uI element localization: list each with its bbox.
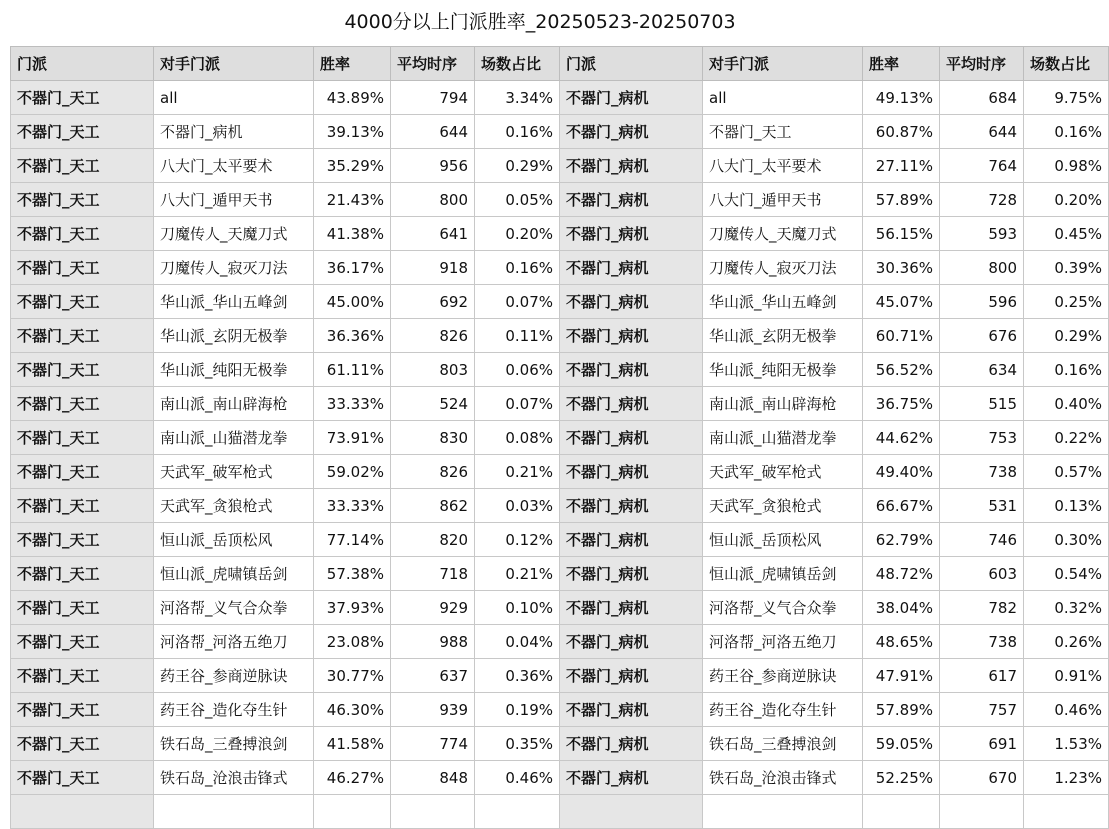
cell-avg-time[interactable]: 718: [391, 557, 475, 591]
cell-avg-time[interactable]: 800: [940, 251, 1024, 285]
cell-win-rate[interactable]: 33.33%: [314, 489, 391, 523]
cell-opponent[interactable]: 河洛帮_义气合众拳: [703, 591, 863, 625]
cell-avg-time[interactable]: 524: [391, 387, 475, 421]
cell-opponent[interactable]: 刀魔传人_寂灭刀法: [154, 251, 314, 285]
cell-opponent[interactable]: 铁石岛_三叠搏浪剑: [154, 727, 314, 761]
cell-sect[interactable]: 不器门_天工: [11, 523, 154, 557]
cell-sect[interactable]: 不器门_病机: [560, 81, 703, 115]
header-opponent[interactable]: 对手门派: [154, 47, 314, 81]
cell-opponent[interactable]: 刀魔传人_天魔刀式: [703, 217, 863, 251]
cell-opponent[interactable]: [154, 795, 314, 829]
cell-opponent[interactable]: 药王谷_参商逆脉诀: [154, 659, 314, 693]
cell-sect[interactable]: 不器门_病机: [560, 761, 703, 795]
cell-win-rate[interactable]: 57.38%: [314, 557, 391, 591]
cell-opponent[interactable]: 河洛帮_河洛五绝刀: [154, 625, 314, 659]
cell-avg-time[interactable]: 820: [391, 523, 475, 557]
cell-avg-time[interactable]: 918: [391, 251, 475, 285]
header-row: [11, 47, 1109, 81]
cell-sect[interactable]: 不器门_病机: [560, 149, 703, 183]
cell-avg-time[interactable]: 644: [940, 115, 1024, 149]
cell-avg-time[interactable]: 794: [391, 81, 475, 115]
cell-avg-time[interactable]: 728: [940, 183, 1024, 217]
cell-opponent[interactable]: 天武军_破军枪式: [154, 455, 314, 489]
cell-match-share[interactable]: 0.98%: [1024, 149, 1109, 183]
win-rate-table: [10, 46, 1109, 829]
cell-match-share[interactable]: 0.13%: [1024, 489, 1109, 523]
cell-win-rate[interactable]: 57.89%: [863, 693, 940, 727]
cell-match-share[interactable]: 0.35%: [475, 727, 560, 761]
cell-sect[interactable]: 不器门_病机: [560, 251, 703, 285]
cell-win-rate[interactable]: 41.38%: [314, 217, 391, 251]
cell-sect[interactable]: 不器门_病机: [560, 217, 703, 251]
cell-match-share[interactable]: 0.16%: [475, 115, 560, 149]
table-row: [11, 659, 1109, 693]
cell-win-rate[interactable]: 23.08%: [314, 625, 391, 659]
cell-win-rate[interactable]: 30.36%: [863, 251, 940, 285]
table-row: [11, 319, 1109, 353]
cell-avg-time[interactable]: 782: [940, 591, 1024, 625]
cell-win-rate[interactable]: 45.07%: [863, 285, 940, 319]
cell-match-share[interactable]: 0.46%: [475, 761, 560, 795]
table-row: [11, 591, 1109, 625]
cell-sect[interactable]: 不器门_病机: [560, 183, 703, 217]
cell-sect[interactable]: 不器门_天工: [11, 285, 154, 319]
cell-opponent[interactable]: 不器门_天工: [703, 115, 863, 149]
cell-opponent[interactable]: 八大门_太平要术: [154, 149, 314, 183]
cell-sect[interactable]: 不器门_天工: [11, 387, 154, 421]
cell-match-share[interactable]: 1.53%: [1024, 727, 1109, 761]
header-win-rate[interactable]: 胜率: [863, 47, 940, 81]
cell-opponent[interactable]: 铁石岛_沧浪击锋式: [703, 761, 863, 795]
header-sect[interactable]: 门派: [11, 47, 154, 81]
header-win-rate[interactable]: 胜率: [314, 47, 391, 81]
cell-match-share[interactable]: 0.05%: [475, 183, 560, 217]
cell-win-rate[interactable]: 57.89%: [863, 183, 940, 217]
cell-opponent[interactable]: 刀魔传人_天魔刀式: [154, 217, 314, 251]
table-row: [11, 557, 1109, 591]
header-match-share[interactable]: 场数占比: [475, 47, 560, 81]
cell-win-rate[interactable]: [863, 795, 940, 829]
cell-match-share[interactable]: 0.22%: [1024, 421, 1109, 455]
cell-sect[interactable]: [560, 795, 703, 829]
cell-win-rate[interactable]: 21.43%: [314, 183, 391, 217]
cell-sect[interactable]: 不器门_病机: [560, 523, 703, 557]
cell-match-share[interactable]: 0.39%: [1024, 251, 1109, 285]
cell-avg-time[interactable]: 848: [391, 761, 475, 795]
cell-avg-time[interactable]: 603: [940, 557, 1024, 591]
cell-match-share[interactable]: [475, 795, 560, 829]
cell-sect[interactable]: 不器门_病机: [560, 693, 703, 727]
cell-avg-time[interactable]: 637: [391, 659, 475, 693]
cell-win-rate[interactable]: 61.11%: [314, 353, 391, 387]
cell-avg-time[interactable]: 738: [940, 455, 1024, 489]
cell-sect[interactable]: 不器门_病机: [560, 625, 703, 659]
cell-match-share[interactable]: 0.04%: [475, 625, 560, 659]
cell-match-share[interactable]: 1.23%: [1024, 761, 1109, 795]
cell-avg-time[interactable]: [940, 795, 1024, 829]
table-row: [11, 217, 1109, 251]
cell-match-share[interactable]: 0.07%: [475, 285, 560, 319]
cell-avg-time[interactable]: 641: [391, 217, 475, 251]
cell-sect[interactable]: 不器门_天工: [11, 353, 154, 387]
header-sect[interactable]: 门派: [560, 47, 703, 81]
table-row: [11, 285, 1109, 319]
cell-match-share[interactable]: 0.30%: [1024, 523, 1109, 557]
cell-sect[interactable]: 不器门_天工: [11, 251, 154, 285]
cell-win-rate[interactable]: 44.62%: [863, 421, 940, 455]
cell-sect[interactable]: 不器门_天工: [11, 591, 154, 625]
cell-win-rate[interactable]: 46.27%: [314, 761, 391, 795]
cell-win-rate[interactable]: 36.36%: [314, 319, 391, 353]
cell-avg-time[interactable]: 738: [940, 625, 1024, 659]
header-avg-time[interactable]: 平均时序: [391, 47, 475, 81]
cell-match-share[interactable]: 9.75%: [1024, 81, 1109, 115]
cell-avg-time[interactable]: 617: [940, 659, 1024, 693]
cell-opponent[interactable]: 不器门_病机: [154, 115, 314, 149]
cell-opponent[interactable]: 刀魔传人_寂灭刀法: [703, 251, 863, 285]
cell-avg-time[interactable]: 862: [391, 489, 475, 523]
cell-sect[interactable]: 不器门_病机: [560, 387, 703, 421]
cell-avg-time[interactable]: 753: [940, 421, 1024, 455]
cell-win-rate[interactable]: 46.30%: [314, 693, 391, 727]
cell-avg-time[interactable]: 757: [940, 693, 1024, 727]
cell-win-rate[interactable]: 60.71%: [863, 319, 940, 353]
cell-match-share[interactable]: 0.54%: [1024, 557, 1109, 591]
table-row: [11, 795, 1109, 829]
cell-sect[interactable]: 不器门_天工: [11, 319, 154, 353]
cell-match-share[interactable]: 0.40%: [1024, 387, 1109, 421]
cell-win-rate[interactable]: 48.72%: [863, 557, 940, 591]
cell-sect[interactable]: 不器门_病机: [560, 727, 703, 761]
cell-win-rate[interactable]: 36.17%: [314, 251, 391, 285]
cell-opponent[interactable]: 河洛帮_河洛五绝刀: [703, 625, 863, 659]
cell-match-share[interactable]: 0.16%: [475, 251, 560, 285]
cell-opponent[interactable]: 华山派_纯阳无极拳: [703, 353, 863, 387]
cell-match-share[interactable]: 0.06%: [475, 353, 560, 387]
cell-opponent[interactable]: 八大门_遁甲天书: [154, 183, 314, 217]
cell-avg-time[interactable]: [391, 795, 475, 829]
cell-sect[interactable]: 不器门_天工: [11, 149, 154, 183]
cell-match-share[interactable]: 0.10%: [475, 591, 560, 625]
cell-match-share[interactable]: 0.20%: [475, 217, 560, 251]
cell-sect[interactable]: 不器门_天工: [11, 659, 154, 693]
cell-sect[interactable]: 不器门_病机: [560, 285, 703, 319]
cell-sect[interactable]: 不器门_病机: [560, 319, 703, 353]
cell-sect[interactable]: 不器门_天工: [11, 761, 154, 795]
cell-sect[interactable]: 不器门_病机: [560, 455, 703, 489]
cell-match-share[interactable]: 0.21%: [475, 557, 560, 591]
table-row: [11, 387, 1109, 421]
table-row: [11, 183, 1109, 217]
cell-win-rate[interactable]: [314, 795, 391, 829]
cell-opponent[interactable]: 药王谷_参商逆脉诀: [703, 659, 863, 693]
cell-match-share[interactable]: 0.29%: [475, 149, 560, 183]
cell-match-share[interactable]: [1024, 795, 1109, 829]
cell-match-share[interactable]: 0.20%: [1024, 183, 1109, 217]
cell-win-rate[interactable]: 38.04%: [863, 591, 940, 625]
cell-match-share[interactable]: 0.29%: [1024, 319, 1109, 353]
cell-sect[interactable]: 不器门_天工: [11, 727, 154, 761]
cell-sect[interactable]: 不器门_天工: [11, 625, 154, 659]
cell-win-rate[interactable]: 30.77%: [314, 659, 391, 693]
cell-avg-time[interactable]: 764: [940, 149, 1024, 183]
cell-opponent[interactable]: 铁石岛_沧浪击锋式: [154, 761, 314, 795]
cell-win-rate[interactable]: 77.14%: [314, 523, 391, 557]
cell-match-share[interactable]: 0.07%: [475, 387, 560, 421]
cell-match-share[interactable]: 0.36%: [475, 659, 560, 693]
cell-sect[interactable]: 不器门_天工: [11, 693, 154, 727]
cell-avg-time[interactable]: 800: [391, 183, 475, 217]
cell-win-rate[interactable]: 47.91%: [863, 659, 940, 693]
cell-sect[interactable]: 不器门_天工: [11, 217, 154, 251]
cell-win-rate[interactable]: 39.13%: [314, 115, 391, 149]
cell-opponent[interactable]: 天武军_破军枪式: [703, 455, 863, 489]
cell-avg-time[interactable]: 670: [940, 761, 1024, 795]
cell-sect[interactable]: 不器门_病机: [560, 489, 703, 523]
table-row: [11, 693, 1109, 727]
cell-opponent[interactable]: 八大门_太平要术: [703, 149, 863, 183]
table-row: [11, 353, 1109, 387]
cell-match-share[interactable]: 0.08%: [475, 421, 560, 455]
cell-sect[interactable]: 不器门_病机: [560, 115, 703, 149]
cell-avg-time[interactable]: 746: [940, 523, 1024, 557]
header-opponent[interactable]: 对手门派: [703, 47, 863, 81]
cell-sect[interactable]: 不器门_天工: [11, 557, 154, 591]
cell-sect[interactable]: 不器门_天工: [11, 421, 154, 455]
cell-avg-time[interactable]: 531: [940, 489, 1024, 523]
cell-opponent[interactable]: [703, 795, 863, 829]
cell-avg-time[interactable]: 803: [391, 353, 475, 387]
cell-opponent[interactable]: 八大门_遁甲天书: [703, 183, 863, 217]
cell-avg-time[interactable]: 692: [391, 285, 475, 319]
cell-match-share[interactable]: 0.32%: [1024, 591, 1109, 625]
table-row: [11, 115, 1109, 149]
cell-sect[interactable]: 不器门_天工: [11, 455, 154, 489]
cell-opponent[interactable]: 南山派_南山辟海枪: [154, 387, 314, 421]
cell-avg-time[interactable]: 830: [391, 421, 475, 455]
cell-win-rate[interactable]: 59.02%: [314, 455, 391, 489]
cell-win-rate[interactable]: 37.93%: [314, 591, 391, 625]
cell-opponent[interactable]: 天武军_贪狼枪式: [154, 489, 314, 523]
cell-match-share[interactable]: 0.45%: [1024, 217, 1109, 251]
cell-avg-time[interactable]: 596: [940, 285, 1024, 319]
cell-avg-time[interactable]: 676: [940, 319, 1024, 353]
table-row: [11, 81, 1109, 115]
cell-opponent[interactable]: 铁石岛_三叠搏浪剑: [703, 727, 863, 761]
cell-opponent[interactable]: 恒山派_虎啸镇岳剑: [703, 557, 863, 591]
cell-opponent[interactable]: 华山派_玄阴无极拳: [154, 319, 314, 353]
cell-win-rate[interactable]: 36.75%: [863, 387, 940, 421]
cell-match-share[interactable]: 0.16%: [1024, 353, 1109, 387]
cell-match-share[interactable]: 0.57%: [1024, 455, 1109, 489]
cell-match-share[interactable]: 3.34%: [475, 81, 560, 115]
cell-win-rate[interactable]: 49.13%: [863, 81, 940, 115]
cell-win-rate[interactable]: 45.00%: [314, 285, 391, 319]
cell-opponent[interactable]: 南山派_山猫潜龙拳: [154, 421, 314, 455]
cell-avg-time[interactable]: 988: [391, 625, 475, 659]
cell-sect[interactable]: 不器门_天工: [11, 81, 154, 115]
cell-match-share[interactable]: 0.12%: [475, 523, 560, 557]
cell-sect[interactable]: 不器门_天工: [11, 115, 154, 149]
cell-sect[interactable]: 不器门_病机: [560, 557, 703, 591]
cell-avg-time[interactable]: 929: [391, 591, 475, 625]
cell-opponent[interactable]: all: [154, 81, 314, 115]
cell-match-share[interactable]: 0.46%: [1024, 693, 1109, 727]
stats-table-container: [10, 46, 1102, 805]
cell-avg-time[interactable]: 956: [391, 149, 475, 183]
cell-opponent[interactable]: 药王谷_造化夺生针: [154, 693, 314, 727]
cell-avg-time[interactable]: 826: [391, 455, 475, 489]
page-title: 4000分以上门派胜率_20250523-20250703: [344, 11, 736, 33]
cell-match-share[interactable]: 0.19%: [475, 693, 560, 727]
cell-win-rate[interactable]: 56.52%: [863, 353, 940, 387]
cell-opponent[interactable]: 药王谷_造化夺生针: [703, 693, 863, 727]
cell-win-rate[interactable]: 56.15%: [863, 217, 940, 251]
cell-win-rate[interactable]: 35.29%: [314, 149, 391, 183]
cell-match-share[interactable]: 0.16%: [1024, 115, 1109, 149]
cell-match-share[interactable]: 0.25%: [1024, 285, 1109, 319]
table-row: [11, 625, 1109, 659]
cell-opponent[interactable]: all: [703, 81, 863, 115]
cell-opponent[interactable]: 恒山派_虎啸镇岳剑: [154, 557, 314, 591]
cell-opponent[interactable]: 华山派_纯阳无极拳: [154, 353, 314, 387]
cell-sect[interactable]: 不器门_病机: [560, 659, 703, 693]
cell-avg-time[interactable]: 515: [940, 387, 1024, 421]
cell-sect[interactable]: 不器门_天工: [11, 183, 154, 217]
cell-avg-time[interactable]: 634: [940, 353, 1024, 387]
cell-match-share[interactable]: 0.26%: [1024, 625, 1109, 659]
header-match-share[interactable]: 场数占比: [1024, 47, 1109, 81]
cell-opponent[interactable]: 华山派_华山五峰剑: [154, 285, 314, 319]
cell-opponent[interactable]: 南山派_山猫潜龙拳: [703, 421, 863, 455]
cell-sect[interactable]: [11, 795, 154, 829]
table-row: [11, 251, 1109, 285]
cell-opponent[interactable]: 华山派_华山五峰剑: [703, 285, 863, 319]
table-row: [11, 727, 1109, 761]
cell-avg-time[interactable]: 939: [391, 693, 475, 727]
cell-avg-time[interactable]: 774: [391, 727, 475, 761]
cell-avg-time[interactable]: 644: [391, 115, 475, 149]
cell-avg-time[interactable]: 691: [940, 727, 1024, 761]
cell-opponent[interactable]: 恒山派_岳顶松风: [703, 523, 863, 557]
cell-avg-time[interactable]: 593: [940, 217, 1024, 251]
cell-win-rate[interactable]: 62.79%: [863, 523, 940, 557]
cell-win-rate[interactable]: 73.91%: [314, 421, 391, 455]
cell-win-rate[interactable]: 33.33%: [314, 387, 391, 421]
cell-opponent[interactable]: 南山派_南山辟海枪: [703, 387, 863, 421]
cell-match-share[interactable]: 0.21%: [475, 455, 560, 489]
cell-match-share[interactable]: 0.11%: [475, 319, 560, 353]
header-avg-time[interactable]: 平均时序: [940, 47, 1024, 81]
cell-opponent[interactable]: 恒山派_岳顶松风: [154, 523, 314, 557]
cell-win-rate[interactable]: 49.40%: [863, 455, 940, 489]
cell-sect[interactable]: 不器门_天工: [11, 489, 154, 523]
cell-sect[interactable]: 不器门_病机: [560, 421, 703, 455]
cell-avg-time[interactable]: 684: [940, 81, 1024, 115]
table-row: [11, 489, 1109, 523]
table-row: [11, 421, 1109, 455]
cell-match-share[interactable]: 0.03%: [475, 489, 560, 523]
cell-opponent[interactable]: 河洛帮_义气合众拳: [154, 591, 314, 625]
table-row: [11, 523, 1109, 557]
table-row: [11, 455, 1109, 489]
cell-opponent[interactable]: 华山派_玄阴无极拳: [703, 319, 863, 353]
cell-avg-time[interactable]: 826: [391, 319, 475, 353]
cell-win-rate[interactable]: 66.67%: [863, 489, 940, 523]
cell-match-share[interactable]: 0.91%: [1024, 659, 1109, 693]
table-row: [11, 149, 1109, 183]
cell-opponent[interactable]: 天武军_贪狼枪式: [703, 489, 863, 523]
cell-win-rate[interactable]: 27.11%: [863, 149, 940, 183]
cell-sect[interactable]: 不器门_病机: [560, 591, 703, 625]
cell-win-rate[interactable]: 59.05%: [863, 727, 940, 761]
cell-win-rate[interactable]: 60.87%: [863, 115, 940, 149]
table-body: [11, 81, 1109, 829]
cell-win-rate[interactable]: 52.25%: [863, 761, 940, 795]
cell-win-rate[interactable]: 43.89%: [314, 81, 391, 115]
cell-sect[interactable]: 不器门_病机: [560, 353, 703, 387]
cell-win-rate[interactable]: 41.58%: [314, 727, 391, 761]
table-row: [11, 761, 1109, 795]
cell-win-rate[interactable]: 48.65%: [863, 625, 940, 659]
